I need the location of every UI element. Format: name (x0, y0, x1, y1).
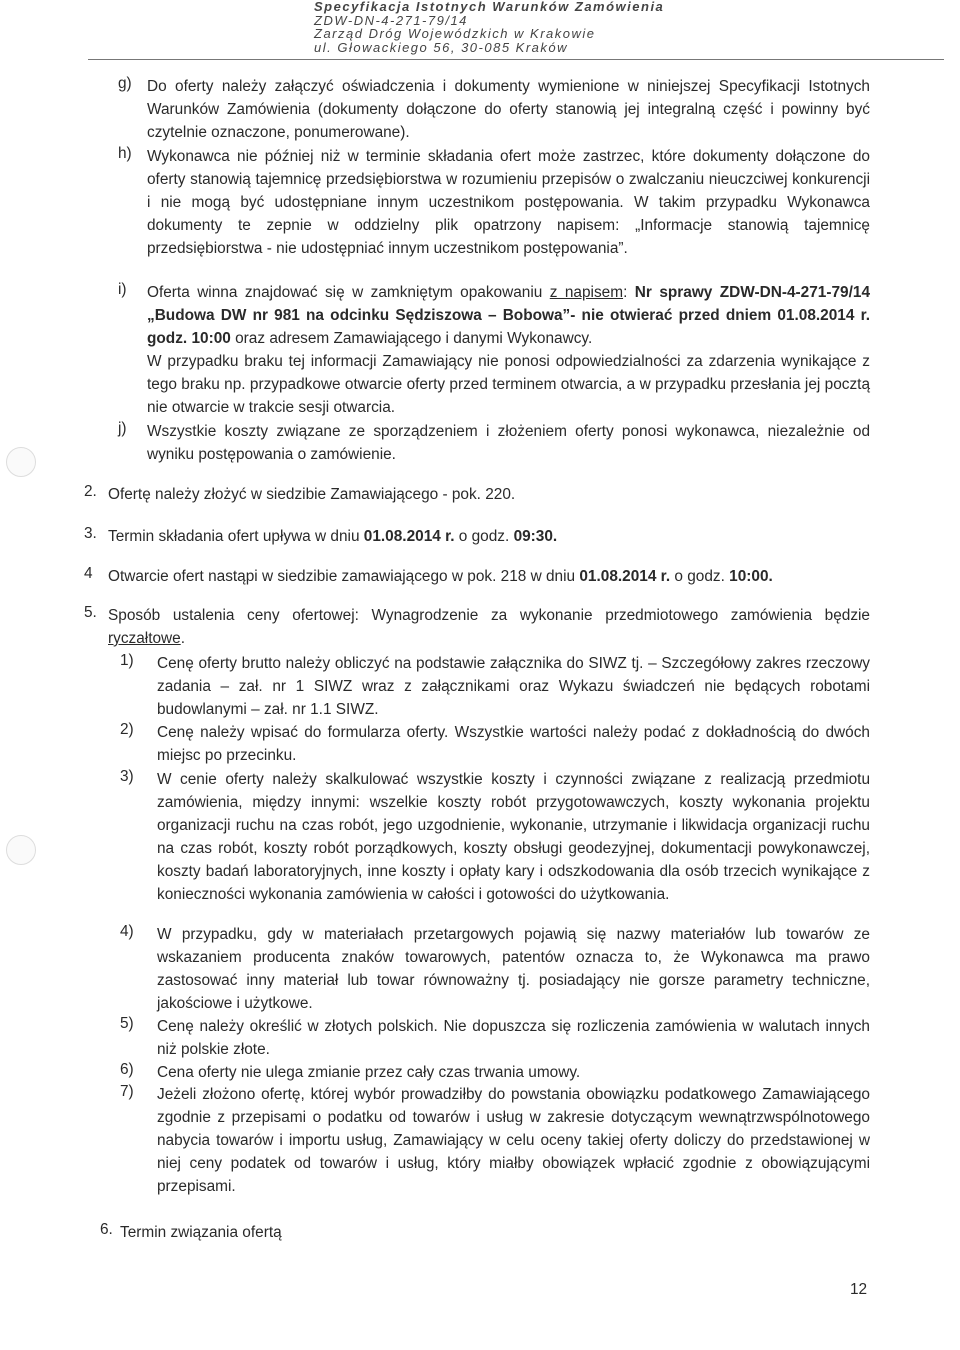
subitem-label: 3) (120, 768, 134, 785)
section-label: 6. (100, 1221, 113, 1238)
item-i-colon: : (623, 284, 635, 301)
subitem-4 (120, 923, 870, 1015)
subitem-6 (120, 1061, 870, 1084)
subitem-text: Cenę oferty brutto należy obliczyć na podstawie załącznika do SIWZ tj. – Szczegółowy zakres rzeczowy zadania – zał. nr 1 SIWZ wraz z załącznikami oraz Wykazu świadczeń nie będących robotami budowlanymi – zał. nr 1.1 SIWZ. (157, 655, 870, 718)
subitem-text: Cena oferty nie ulega zmianie przez cały czas trwania umowy. (157, 1064, 581, 1081)
subitem-2 (120, 721, 870, 767)
subitem-3 (120, 768, 870, 906)
subitem-1 (120, 652, 870, 721)
subitem-label: 4) (120, 923, 134, 940)
item-label: j) (118, 420, 127, 437)
header-address: ul. Głowackiego 56, 30-085 Kraków (314, 39, 569, 55)
section-3-time-label: o godz. (454, 528, 514, 545)
section-text (108, 565, 884, 588)
section-5 (84, 604, 870, 650)
deadline-time: 09:30. (513, 528, 558, 545)
document-header (314, 0, 914, 54)
header-organization: Zarząd Dróg Wojewódzkich w Krakowie (314, 26, 596, 41)
item-j (118, 420, 870, 466)
section-text (108, 525, 884, 548)
section-text (108, 604, 870, 650)
item-text: Wszystkie koszty związane ze sporządzeniem i złożeniem oferty ponosi wykonawca, niezależnie od wyniku postępowania o zamówienie. (147, 423, 870, 463)
item-text (147, 281, 870, 419)
section-6 (100, 1221, 600, 1244)
section-4-time-label: o godz. (670, 568, 730, 585)
subitem-text: Cenę należy wpisać do formularza oferty. Wszystkie wartości należy podać z dokładnością do dwóch miejsc po przecinku. (157, 724, 870, 764)
item-h (118, 145, 870, 260)
punch-hole (6, 835, 36, 865)
deadline-date: 01.08.2014 r. (363, 528, 455, 545)
section-label: 4 (84, 565, 93, 582)
subitem-text: Cenę należy określić w złotych polskich. Nie dopuszcza się rozliczenia zamówienia w walutach innych niż polskie złote. (157, 1018, 870, 1058)
item-i-text-end: oraz adresem Zamawiającego i danymi Wykonawcy. (230, 330, 593, 347)
header-rule (88, 59, 944, 60)
section-2 (84, 483, 884, 506)
item-text: Do oferty należy załączyć oświadczenia i dokumenty wymienione w niniejszej Specyfikacji Istotnych Warunków Zamówienia (dokumenty dołączone do oferty stanowią jej integralną część i powinny być czytelnie oznaczone, ponumerowane). (147, 78, 870, 141)
item-i-underlined: z napisem (549, 284, 624, 301)
section-label: 3. (84, 525, 97, 542)
page-number: 12 (850, 1281, 868, 1298)
section-3 (84, 525, 884, 548)
section-4 (84, 565, 884, 588)
item-label: i) (118, 281, 127, 298)
subitem-label: 5) (120, 1015, 134, 1032)
subitem-text: Jeżeli złożono ofertę, której wybór prowadziłby do powstania obowiązku podatkowego Zamawiającego zgodnie z przepisami o podatku od towarów i usług w zakresie dotyczącym wewnątrzwspólnotowego nabycia towarów i importu usług, Zamawiający w celu oceny takiej oferty doliczy do przedstawionej w niej ceny podatek od towarów i usług, który miałby obowiązek wpłacić zgodnie z obowiązującymi przepisami. (157, 1086, 870, 1195)
item-label: h) (118, 145, 132, 162)
subitem-label: 7) (120, 1083, 134, 1100)
item-label: g) (118, 75, 132, 92)
opening-time: 10:00. (729, 568, 773, 585)
section-4-text: Otwarcie ofert nastąpi w siedzibie zamawiającego w pok. 218 w dniu (108, 568, 580, 585)
subitem-label: 1) (120, 652, 134, 669)
header-case-number: ZDW-DN-4-271-79/14 (314, 12, 468, 28)
subitem-5 (120, 1015, 870, 1061)
lump-sum-term: ryczałtowe (108, 630, 181, 647)
section-label: 5. (84, 604, 97, 621)
item-i (118, 281, 870, 419)
section-5-period: . (180, 630, 185, 647)
section-3-text: Termin składania ofert upływa w dniu (108, 528, 364, 545)
subitem-label: 2) (120, 721, 134, 738)
section-label: 2. (84, 483, 97, 500)
subitem-label: 6) (120, 1061, 134, 1078)
punch-hole (6, 447, 36, 477)
item-i-bold-label: Nr sprawy ZDW-DN-4-271-79/14 „Budowa DW nr 981 na odcinku Sędziszowa – Bobowa”- nie otwierać przed dniem 01.08.2014 r. godz. 10:00 (147, 284, 871, 347)
opening-date: 01.08.2014 r. (579, 568, 671, 585)
section-text: Termin związania ofertą (120, 1224, 282, 1241)
subitem-text: W cenie oferty należy skalkulować wszystkie koszty i czynności związane z realizacją przedmiotu zamówienia, między innymi: wszelkie koszty robót przygotowawczych, koszty wykonania projektu organizacji ruchu na czas robót, jego uzgodnienie, wykonanie, utrzymanie i likwidacja organizacji ruchu na czas robót, koszty robót porządkowych, koszty obsługi geodezyjnej, dokumentacji powykonawczej, koszty badań laboratoryjnych, inne koszty i opłaty kary i odszkodowania dla osób trzecich wynikające z konieczności wykonania zamówienia w całości i gotowości do użytkowania. (157, 771, 870, 903)
subitem-7 (120, 1083, 870, 1198)
section-5-text: Sposób ustalenia ceny ofertowej: Wynagrodzenie za wykonanie przedmiotowego zamówienia będzie (108, 607, 870, 624)
item-text: Wykonawca nie później niż w terminie składania ofert może zastrzec, które dokumenty dołączone do oferty stanowią tajemnicę przedsiębiorstwa w rozumieniu przepisów o zwalczaniu nieuczciwej konkurencji i nie mogą być udostępniane innym uczestnikom postępowania. W takim przypadku Wykonawca dokumenty te zepnie w oddzielny plik opatrzony napisem: „Informacje stanowią tajemnicę przedsiębiorstwa - nie udostępniać innym uczestnikom postępowania”. (147, 148, 870, 257)
header-title: Specyfikacja Istotnych Warunków Zamówienia (314, 0, 665, 14)
item-i-text-start: Oferta winna znajdować się w zamkniętym opakowaniu (147, 284, 550, 301)
item-i-paragraph-2: W przypadku braku tej informacji Zamawiający nie ponosi odpowiedzialności za zdarzenia wynikające z tego braku np. przypadkowe otwarcie oferty przed terminem otwarcia, a w przypadku przesłania jej pocztą nie otwarcie w trakcie sesji otwarcia. (147, 353, 870, 416)
section-text: Ofertę należy złożyć w siedzibie Zamawiającego - pok. 220. (108, 486, 516, 503)
item-g (118, 75, 870, 144)
subitem-text: W przypadku, gdy w materiałach przetargowych pojawią się nazwy materiałów lub towarów ze wskazaniem producenta znaków towarowych, patentów oznacza to, że Wykonawca ma prawo zastosować inny materiał lub towar równoważny tj. posiadający nie gorsze parametry techniczne, jakościowe i użytkowe. (157, 926, 870, 1012)
